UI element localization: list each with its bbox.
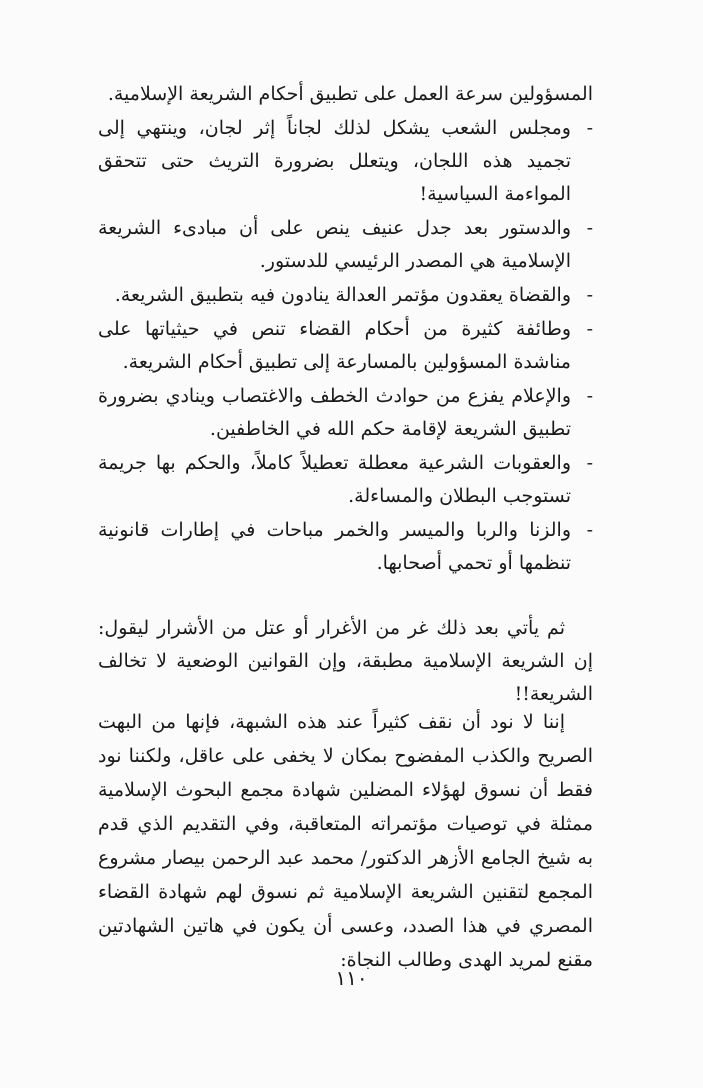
paragraph: ثم يأتي بعد ذلك غر من الأغرار أو عتل من الأشرار ليقول: إن الشريعة الإسلامية مطبقة، وإن القوانين الوضعية لا تخالف الشريعة!! (98, 617, 593, 705)
bullet-dash: - (586, 217, 593, 239)
list-item (98, 447, 593, 513)
list-item (98, 112, 593, 211)
bullet-dash: - (586, 284, 593, 306)
bullet-dash: - (586, 452, 593, 474)
page-number: ١١٠ (335, 966, 368, 990)
bullet-dash: - (586, 318, 593, 340)
bullet-dash: - (586, 117, 593, 139)
bullet-dash: - (586, 385, 593, 407)
bullet-text: والزنا والربا والميسر والخمر مباحات في إطارات قانونية تنظمها أو تحمي أصحابها. (98, 519, 571, 574)
bullet-text: ومجلس الشعب يشكل لذلك لجاناً إثر لجان، وينتهي إلى تجميد هذه اللجان، ويتعلل بضرورة التريث حتى تتحقق المواءمة السياسية! (98, 117, 571, 205)
intro-line: المسؤولين سرعة العمل على تطبيق أحكام الشريعة الإسلامية. (107, 83, 593, 105)
bullet-text: والعقوبات الشرعية معطلة تعطيلاً كاملاً، والحكم بها جريمة تستوجب البطلان والمساءلة. (98, 452, 571, 507)
list-item (98, 514, 593, 580)
list-item (98, 212, 593, 278)
bullet-text: والدستور بعد جدل عنيف ينص على أن مبادىء الشريعة الإسلامية هي المصدر الرئيسي للدستور. (98, 217, 571, 272)
bullet-list (98, 112, 593, 581)
paragraph: إننا لا نود أن نقف كثيراً عند هذه الشبهة، فإنها من البهت الصريح والكذب المفضوح بمكان لا يخفى على عاقل، ولكننا نود فقط أن نسوق لهؤلاء المضلين شهادة مجمع البحوث الإسلامية ممثلة في توصيات مؤتمراته المتعاقبة، وفي التقديم الذي قدم به شيخ الجامع الأزهر الدكتور/ محمد عبد الرحمن بيصار مشروع المجمع لتقنين الشريعة الإسلامية ثم نسوق لهم شهادة القضاء المصري في هذا الصدد، وعسى أن يكون في هاتين الشهادتين مقنع لمريد الهدى وطالب النجاة: (98, 711, 593, 971)
bullet-text: والإعلام يفزع من حوادث الخطف والاغتصاب وينادي بضرورة تطبيق الشريعة لإقامة حكم الله في الخاطفين. (98, 385, 571, 440)
list-item (98, 313, 593, 379)
bullet-text: والقضاة يعقدون مؤتمر العدالة ينادون فيه بتطبيق الشريعة. (114, 284, 571, 306)
bullet-text: وطائفة كثيرة من أحكام القضاء تنص في حيثياتها على مناشدة المسؤولين بالمسارعة إلى تطبيق أحكام الشريعة. (98, 318, 571, 373)
list-item (98, 279, 593, 312)
bullet-dash: - (586, 519, 593, 541)
list-item (98, 380, 593, 446)
